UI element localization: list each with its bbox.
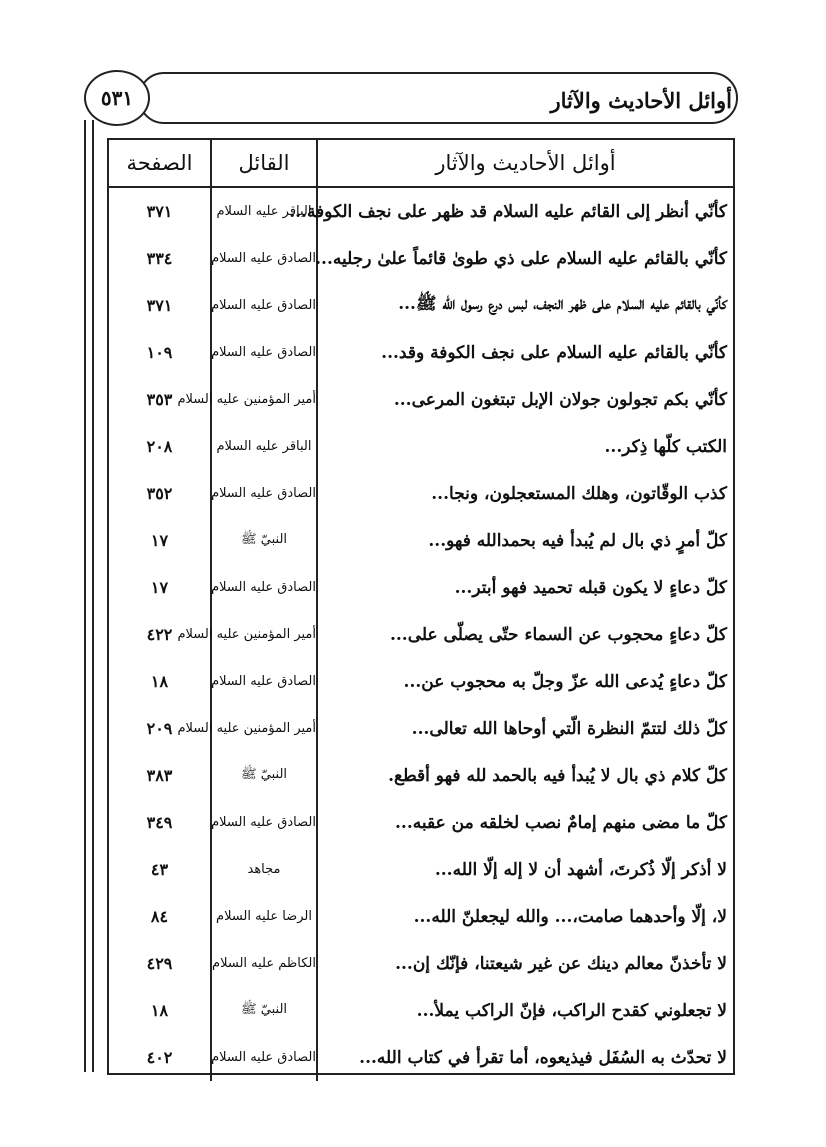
speaker-cell: أمير المؤمنين عليه السلام [211, 611, 317, 658]
hadith-opening: كلّ دعاءٍ يُدعى الله عزّ وجلّ به محجوب عن... [317, 658, 733, 705]
speaker-cell: الباقر عليه السلام [211, 187, 317, 235]
page-cell: ١٧ [150, 531, 169, 550]
hadith-opening: كأنّي أنظر إلى القائم عليه السلام قد ظهر على نجف الكوفة... [317, 187, 733, 235]
column-header-page: الصفحة [109, 140, 211, 187]
page-cell: ٤٣ [150, 860, 169, 879]
table-row [109, 282, 733, 329]
table-row [109, 423, 733, 470]
page-cell: ٨٤ [150, 907, 169, 926]
page-cell: ١٨ [150, 1001, 169, 1020]
hadith-opening: كلّ دعاءٍ محجوب عن السماء حتّى يصلّى على... [317, 611, 733, 658]
hadith-opening: لا تأخذنّ معالم دينك عن غير شيعتنا، فإنّك إن... [317, 940, 733, 987]
table-row [109, 846, 733, 893]
running-header-title: أوائل الأحاديث والآثار [550, 88, 732, 113]
speaker-cell: الصادق عليه السلام [211, 470, 317, 517]
table-row [109, 376, 733, 423]
table-row [109, 329, 733, 376]
table-row [109, 658, 733, 705]
table-row [109, 517, 733, 564]
speaker-cell: الصادق عليه السلام [211, 564, 317, 611]
page-cell: ١٠٩ [146, 343, 173, 362]
table-row [109, 187, 733, 235]
speaker-cell: الصادق عليه السلام [211, 1034, 317, 1081]
page-cell: ٣٥٢ [146, 484, 173, 503]
hadith-opening: لا تجعلوني كقدح الراكب، فإنّ الراكب يملأ... [317, 987, 733, 1034]
table-row [109, 235, 733, 282]
page-cell: ٣٥٣ [146, 390, 173, 409]
table-row [109, 799, 733, 846]
page-cell: ٣٧١ [146, 202, 173, 221]
hadith-opening: كلّ ما مضى منهم إمامٌ نصب لخلقه من عقبه... [317, 799, 733, 846]
hadith-opening: لا، إلّا وأحدهما صامت،... والله ليجعلنّ الله... [317, 893, 733, 940]
page-number: ٥٣١ [84, 70, 150, 126]
speaker-cell: النبيّ ﷺ [211, 987, 317, 1034]
table-row [109, 1034, 733, 1081]
table-row [109, 705, 733, 752]
speaker-cell: الصادق عليه السلام [211, 235, 317, 282]
page-cell: ٢٠٩ [146, 719, 173, 738]
hadith-opening: لا أذكر إلّا ذُكرتَ، أشهد أن لا إله إلّا الله... [317, 846, 733, 893]
hadith-opening: كلّ أمرٍ ذي بال لم يُبدأ فيه بحمدالله فهو... [317, 517, 733, 564]
speaker-cell: مجاهد [211, 846, 317, 893]
hadith-opening: كلّ كلام ذي بال لا يُبدأ فيه بالحمد لله فهو أقطع. [317, 752, 733, 799]
hadith-opening: كأنّي بالقائم عليه السلام على ذي طوىٰ قائماً علىٰ رجليه... [317, 235, 733, 282]
page-cell: ٤٢٩ [146, 954, 173, 973]
table-row [109, 470, 733, 517]
hadith-opening: كذب الوقّاتون، وهلك المستعجلون، ونجا... [317, 470, 733, 517]
page-cell: ٣٣٤ [146, 249, 173, 268]
page-cell: ٣٨٣ [146, 766, 173, 785]
hadith-opening: كأنّي بالقائم عليه السلام على ظهر النجف، لبس درع رسول الله ﷺ... [317, 282, 733, 329]
hadith-opening: كأنّي بالقائم عليه السلام على نجف الكوفة وقد... [317, 329, 733, 376]
margin-rule-outer [84, 120, 86, 1072]
table-header-row [109, 140, 733, 187]
speaker-cell: النبيّ ﷺ [211, 752, 317, 799]
table-row [109, 564, 733, 611]
table-row [109, 940, 733, 987]
page-cell: ٣٤٩ [146, 813, 173, 832]
index-table [107, 138, 735, 1075]
table-row [109, 752, 733, 799]
speaker-cell: الصادق عليه السلام [211, 329, 317, 376]
speaker-cell: الصادق عليه السلام [211, 282, 317, 329]
column-header-speaker: القائل [211, 140, 317, 187]
hadith-opening: كلّ دعاءٍ لا يكون قبله تحميد فهو أبتر... [317, 564, 733, 611]
hadith-opening: كلّ ذلك لتتمّ النظرة الّتي أوحاها الله تعالى... [317, 705, 733, 752]
table-row [109, 611, 733, 658]
speaker-cell: الرضا عليه السلام [211, 893, 317, 940]
page-cell: ٣٧١ [146, 296, 173, 315]
speaker-cell: الكاظم عليه السلام [211, 940, 317, 987]
speaker-cell: أمير المؤمنين عليه السلام [211, 705, 317, 752]
page-cell: ٢٠٨ [146, 437, 173, 456]
table-row [109, 893, 733, 940]
page-cell: ٤٠٢ [146, 1048, 173, 1067]
page-cell: ١٨ [150, 672, 169, 691]
margin-rule-inner [92, 120, 94, 1072]
page-cell: ١٧ [150, 578, 169, 597]
speaker-cell: الصادق عليه السلام [211, 799, 317, 846]
column-header-text: أوائل الأحاديث والآثار [317, 140, 733, 187]
hadith-opening: لا تحدّث به السُفَل فيذيعوه، أما تقرأ في كتاب الله... [317, 1034, 733, 1081]
hadith-opening: كأنّي بكم تجولون جولان الإبل تبتغون المرعى... [317, 376, 733, 423]
speaker-cell: أمير المؤمنين عليه السلام [211, 376, 317, 423]
speaker-cell: الصادق عليه السلام [211, 658, 317, 705]
table-row [109, 987, 733, 1034]
speaker-cell: النبيّ ﷺ [211, 517, 317, 564]
speaker-cell: الباقر عليه السلام [211, 423, 317, 470]
page-cell: ٤٢٢ [146, 625, 173, 644]
hadith-opening: الكتب كلّها ذِكر... [317, 423, 733, 470]
